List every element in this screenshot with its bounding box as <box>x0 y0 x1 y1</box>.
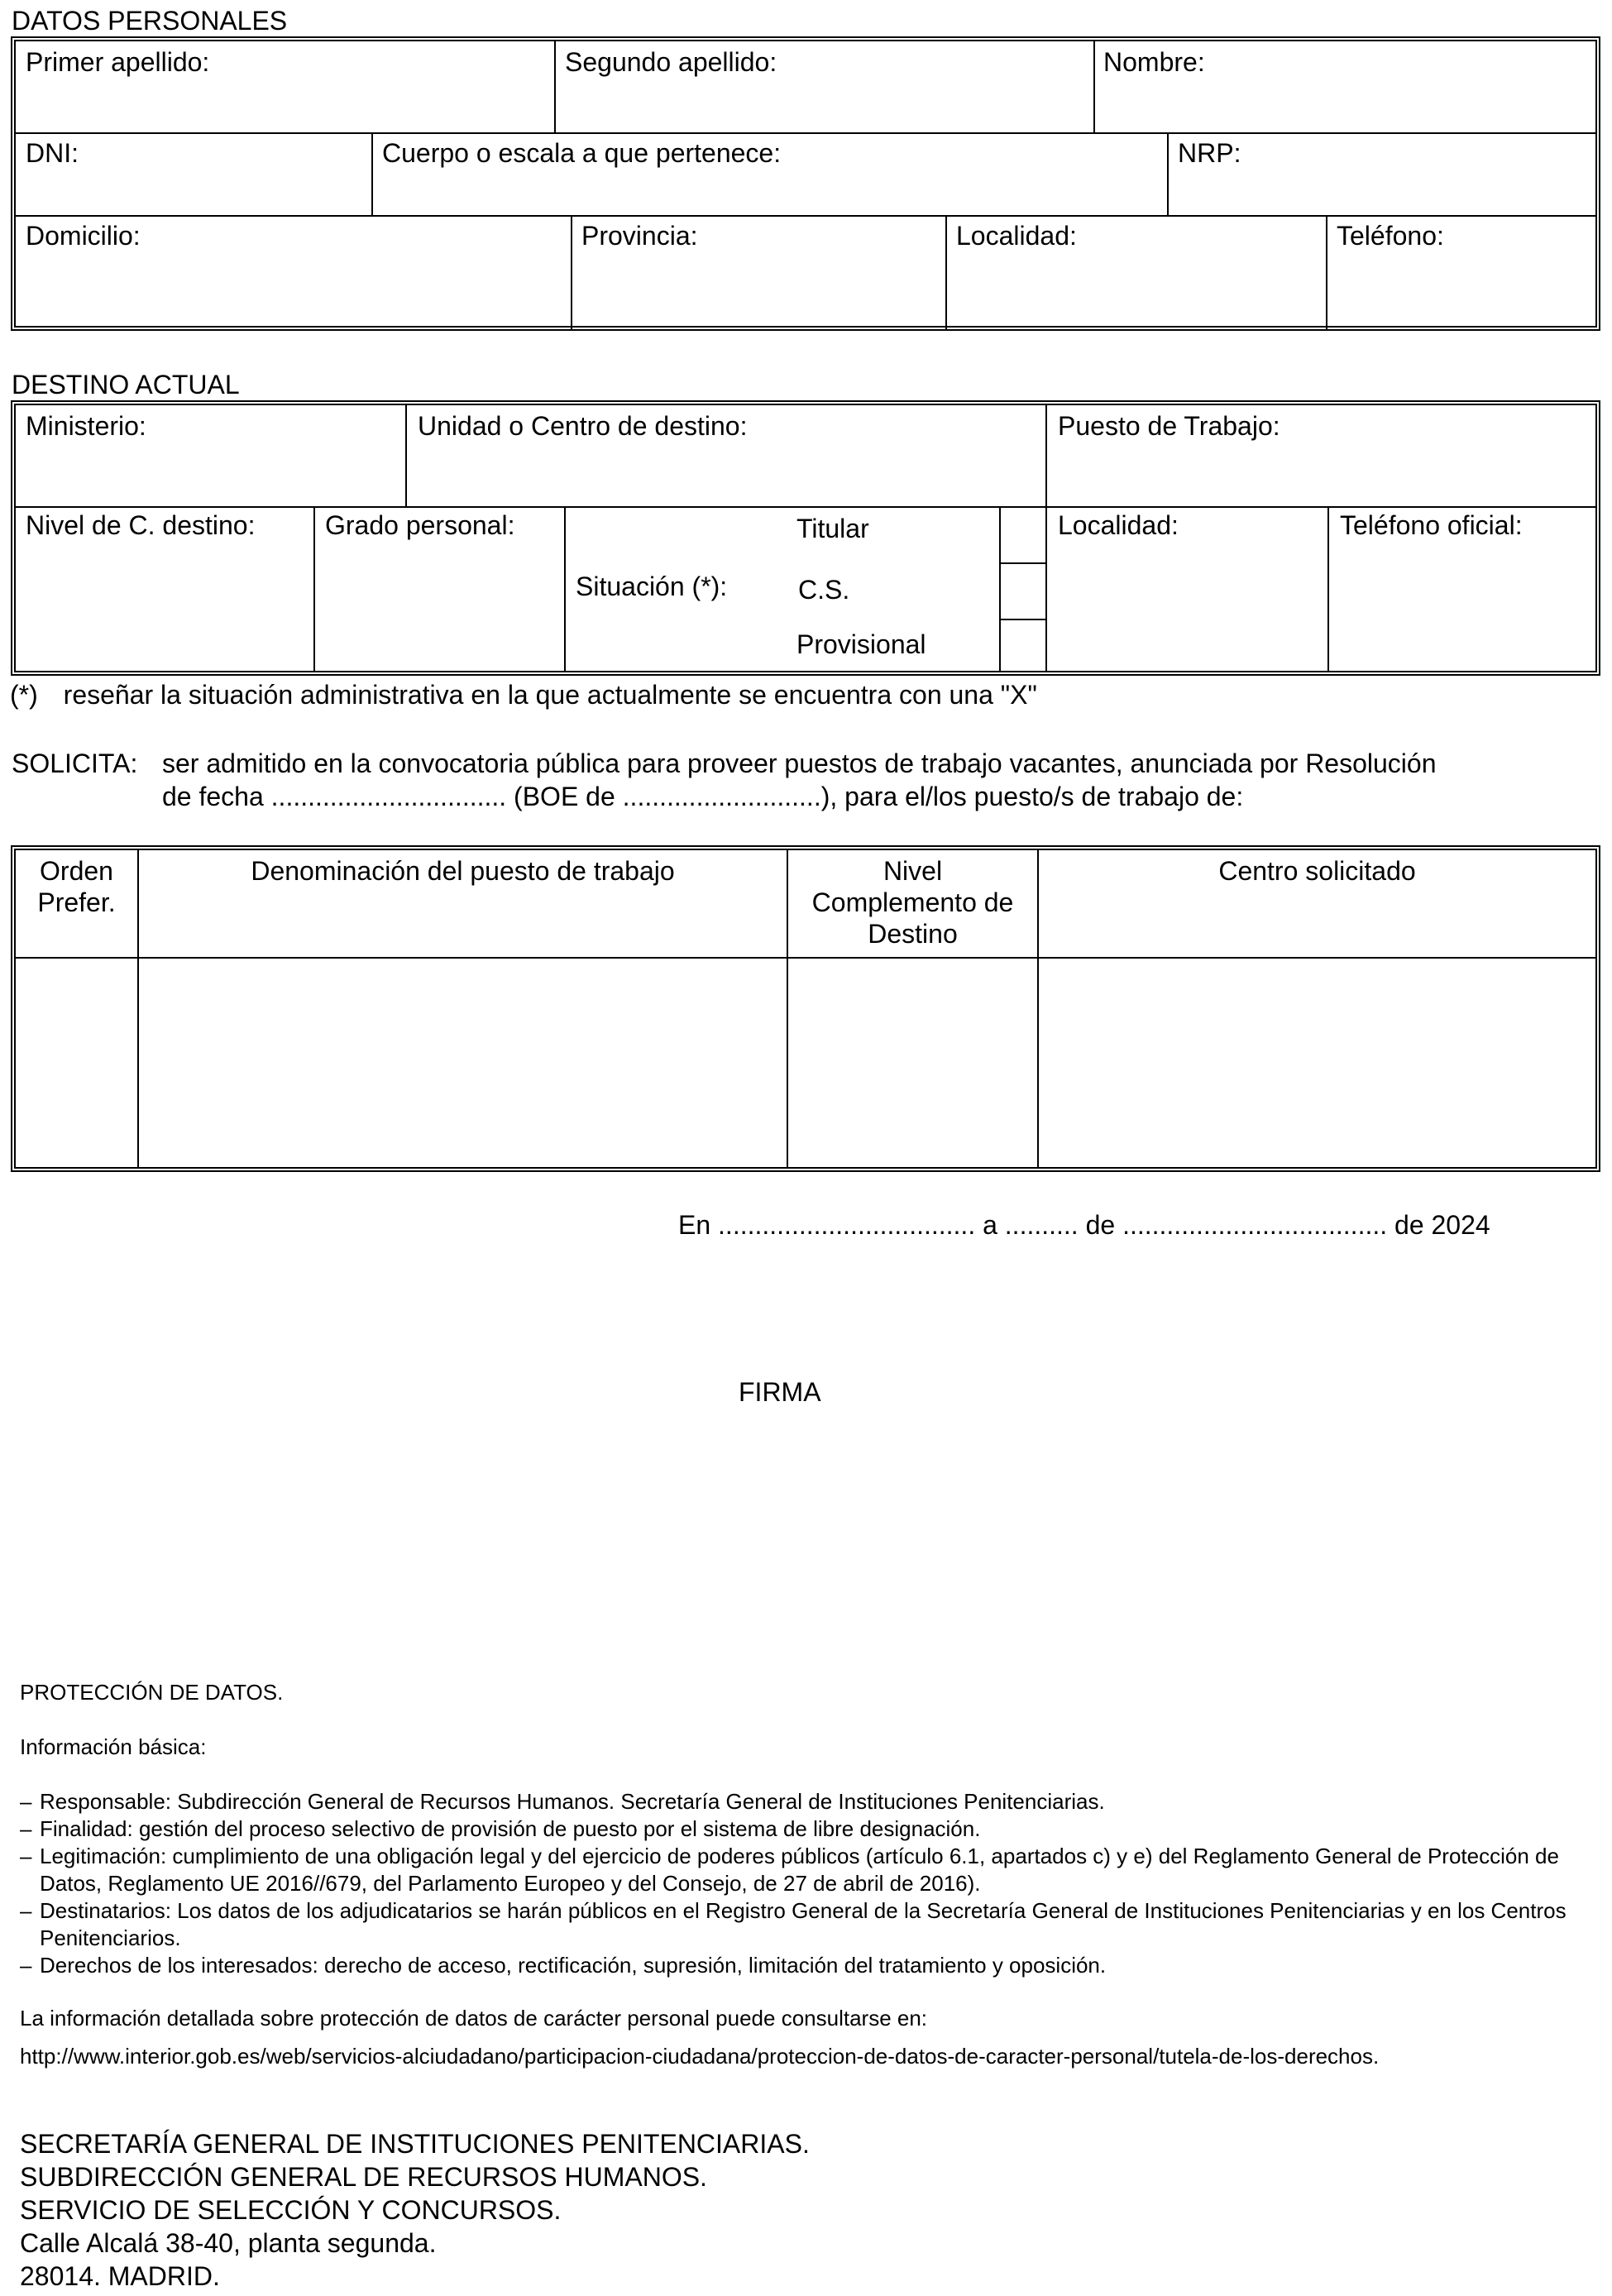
localidad-field[interactable]: Localidad: <box>956 221 1077 251</box>
divider <box>16 132 1595 134</box>
solicita-label: SOLICITA: <box>12 749 138 778</box>
divider <box>1326 215 1327 331</box>
address-line-2: SUBDIRECCIÓN GENERAL DE RECURSOS HUMANOS. <box>20 2162 707 2192</box>
destino-actual-box <box>11 400 1600 676</box>
table-header-nivel: Nivel Complemento de Destino <box>811 856 1014 949</box>
provincia-field[interactable]: Provincia: <box>581 221 698 251</box>
divider <box>564 506 566 671</box>
divider <box>405 405 407 506</box>
cell-denominacion[interactable] <box>139 959 787 1167</box>
cell-centro[interactable] <box>1039 959 1595 1167</box>
divider <box>554 41 556 132</box>
divider <box>945 215 947 331</box>
nivel-destino-field[interactable]: Nivel de C. destino: <box>26 510 256 540</box>
cell-nivel[interactable] <box>788 959 1037 1167</box>
ministerio-field[interactable]: Ministerio: <box>26 411 146 441</box>
proteccion-datos-list <box>20 1788 1600 1979</box>
footnote-marker: (*) <box>10 680 38 710</box>
datos-personales-box <box>11 36 1600 331</box>
situacion-label: Situación (*): <box>576 572 728 601</box>
domicilio-field[interactable]: Domicilio: <box>26 221 141 251</box>
address-line-5: 28014. MADRID. <box>20 2261 220 2291</box>
list-item: – Finalidad: gestión del proceso selectivo de provisión de puesto por el sistema de libre designación. <box>20 1816 981 1841</box>
destino-actual-title: DESTINO ACTUAL <box>12 370 240 399</box>
list-item: – Destinatarios: Los datos de los adjudicatarios se harán públicos en el Registro General de la Secretaría General de Instituciones Penitenciarias y en los Centros Penitenciarios. <box>20 1898 1567 1950</box>
unidad-centro-field[interactable]: Unidad o Centro de destino: <box>418 411 748 441</box>
firma-label: FIRMA <box>739 1377 821 1407</box>
fecha-line: En ................................... a .......... de .................................... de 2024 <box>678 1210 1490 1240</box>
proteccion-datos-subtitle: Información básica: <box>20 1734 207 1759</box>
proteccion-datos-url[interactable]: http://www.interior.gob.es/web/servicios-alciudadano/participacion-ciudadana/proteccion-de-datos-de-caracter-personal/tutela-de-los-derechos. <box>20 2044 1380 2069</box>
segundo-apellido-field[interactable]: Segundo apellido: <box>565 47 777 77</box>
dni-field[interactable]: DNI: <box>26 138 79 168</box>
list-item: – Derechos de los interesados: derecho de acceso, rectificación, supresión, limitación del tratamiento y oposición. <box>20 1953 1107 1978</box>
cuerpo-escala-field[interactable]: Cuerpo o escala a que pertenece: <box>382 138 782 168</box>
divider <box>1327 506 1329 671</box>
table-header-centro: Centro solicitado <box>1218 856 1416 886</box>
divider <box>16 215 1595 217</box>
primer-apellido-field[interactable]: Primer apellido: <box>26 47 210 77</box>
situacion-option-titular: Titular <box>796 514 869 543</box>
divider <box>1093 41 1095 132</box>
telefono-oficial-field[interactable]: Teléfono oficial: <box>1340 510 1523 540</box>
divider <box>371 132 373 215</box>
table-header-orden: Orden Prefer. <box>37 856 116 917</box>
divider <box>313 506 315 671</box>
address-line-3: SERVICIO DE SELECCIÓN Y CONCURSOS. <box>20 2195 562 2225</box>
footnote-text: reseñar la situación administrativa en la que actualmente se encuentra con una "X" <box>63 680 1037 710</box>
localidad-destino-field[interactable]: Localidad: <box>1058 510 1179 540</box>
puesto-trabajo-field[interactable]: Puesto de Trabajo: <box>1058 411 1280 441</box>
nrp-field[interactable]: NRP: <box>1178 138 1241 168</box>
grado-personal-field[interactable]: Grado personal: <box>325 510 515 540</box>
firma-area[interactable] <box>496 1414 1075 1621</box>
list-item: – Responsable: Subdirección General de Recursos Humanos. Secretaría General de Instituciones Penitenciarias. <box>20 1789 1105 1814</box>
telefono-field[interactable]: Teléfono: <box>1337 221 1444 251</box>
checkbox-titular[interactable] <box>1001 508 1044 562</box>
nombre-field[interactable]: Nombre: <box>1103 47 1205 77</box>
puestos-table <box>11 845 1600 1172</box>
address-line-4: Calle Alcalá 38-40, planta segunda. <box>20 2228 437 2258</box>
checkbox-provisional[interactable] <box>1001 620 1044 671</box>
divider <box>571 215 572 331</box>
situacion-option-provisional: Provisional <box>796 629 926 659</box>
datos-personales-title: DATOS PERSONALES <box>12 6 288 36</box>
divider <box>1045 405 1047 671</box>
address-line-1: SECRETARÍA GENERAL DE INSTITUCIONES PENITENCIARIAS. <box>20 2129 810 2159</box>
situacion-option-cs: C.S. <box>798 575 850 605</box>
list-item: – Legitimación: cumplimiento de una obligación legal y del ejercicio de poderes públicos (artículo 6.1, apartados c) y e) del Reglamento General de Protección de Datos, Reglamento UE 2016//679, del Parlamento Europeo y del Consejo, de 27 de abril de 2016). <box>20 1844 1559 1896</box>
proteccion-datos-title: PROTECCIÓN DE DATOS. <box>20 1680 284 1705</box>
divider <box>1167 132 1169 215</box>
address-block <box>20 2127 810 2293</box>
cell-orden[interactable] <box>17 959 137 1167</box>
divider <box>16 506 1595 508</box>
proteccion-datos-info: La información detallada sobre protección de datos de carácter personal puede consultarse en: <box>20 2006 928 2031</box>
solicita-line-1: ser admitido en la convocatoria pública para proveer puestos de trabajo vacantes, anunciada por Resolución <box>162 749 1437 778</box>
checkbox-cs[interactable] <box>1001 564 1044 619</box>
footnote <box>10 679 1037 710</box>
solicita-line-2: de fecha ................................ (BOE de ...........................), para el/los puesto/s de trabajo de: <box>162 782 1244 811</box>
table-header-denominacion: Denominación del puesto de trabajo <box>251 856 675 886</box>
